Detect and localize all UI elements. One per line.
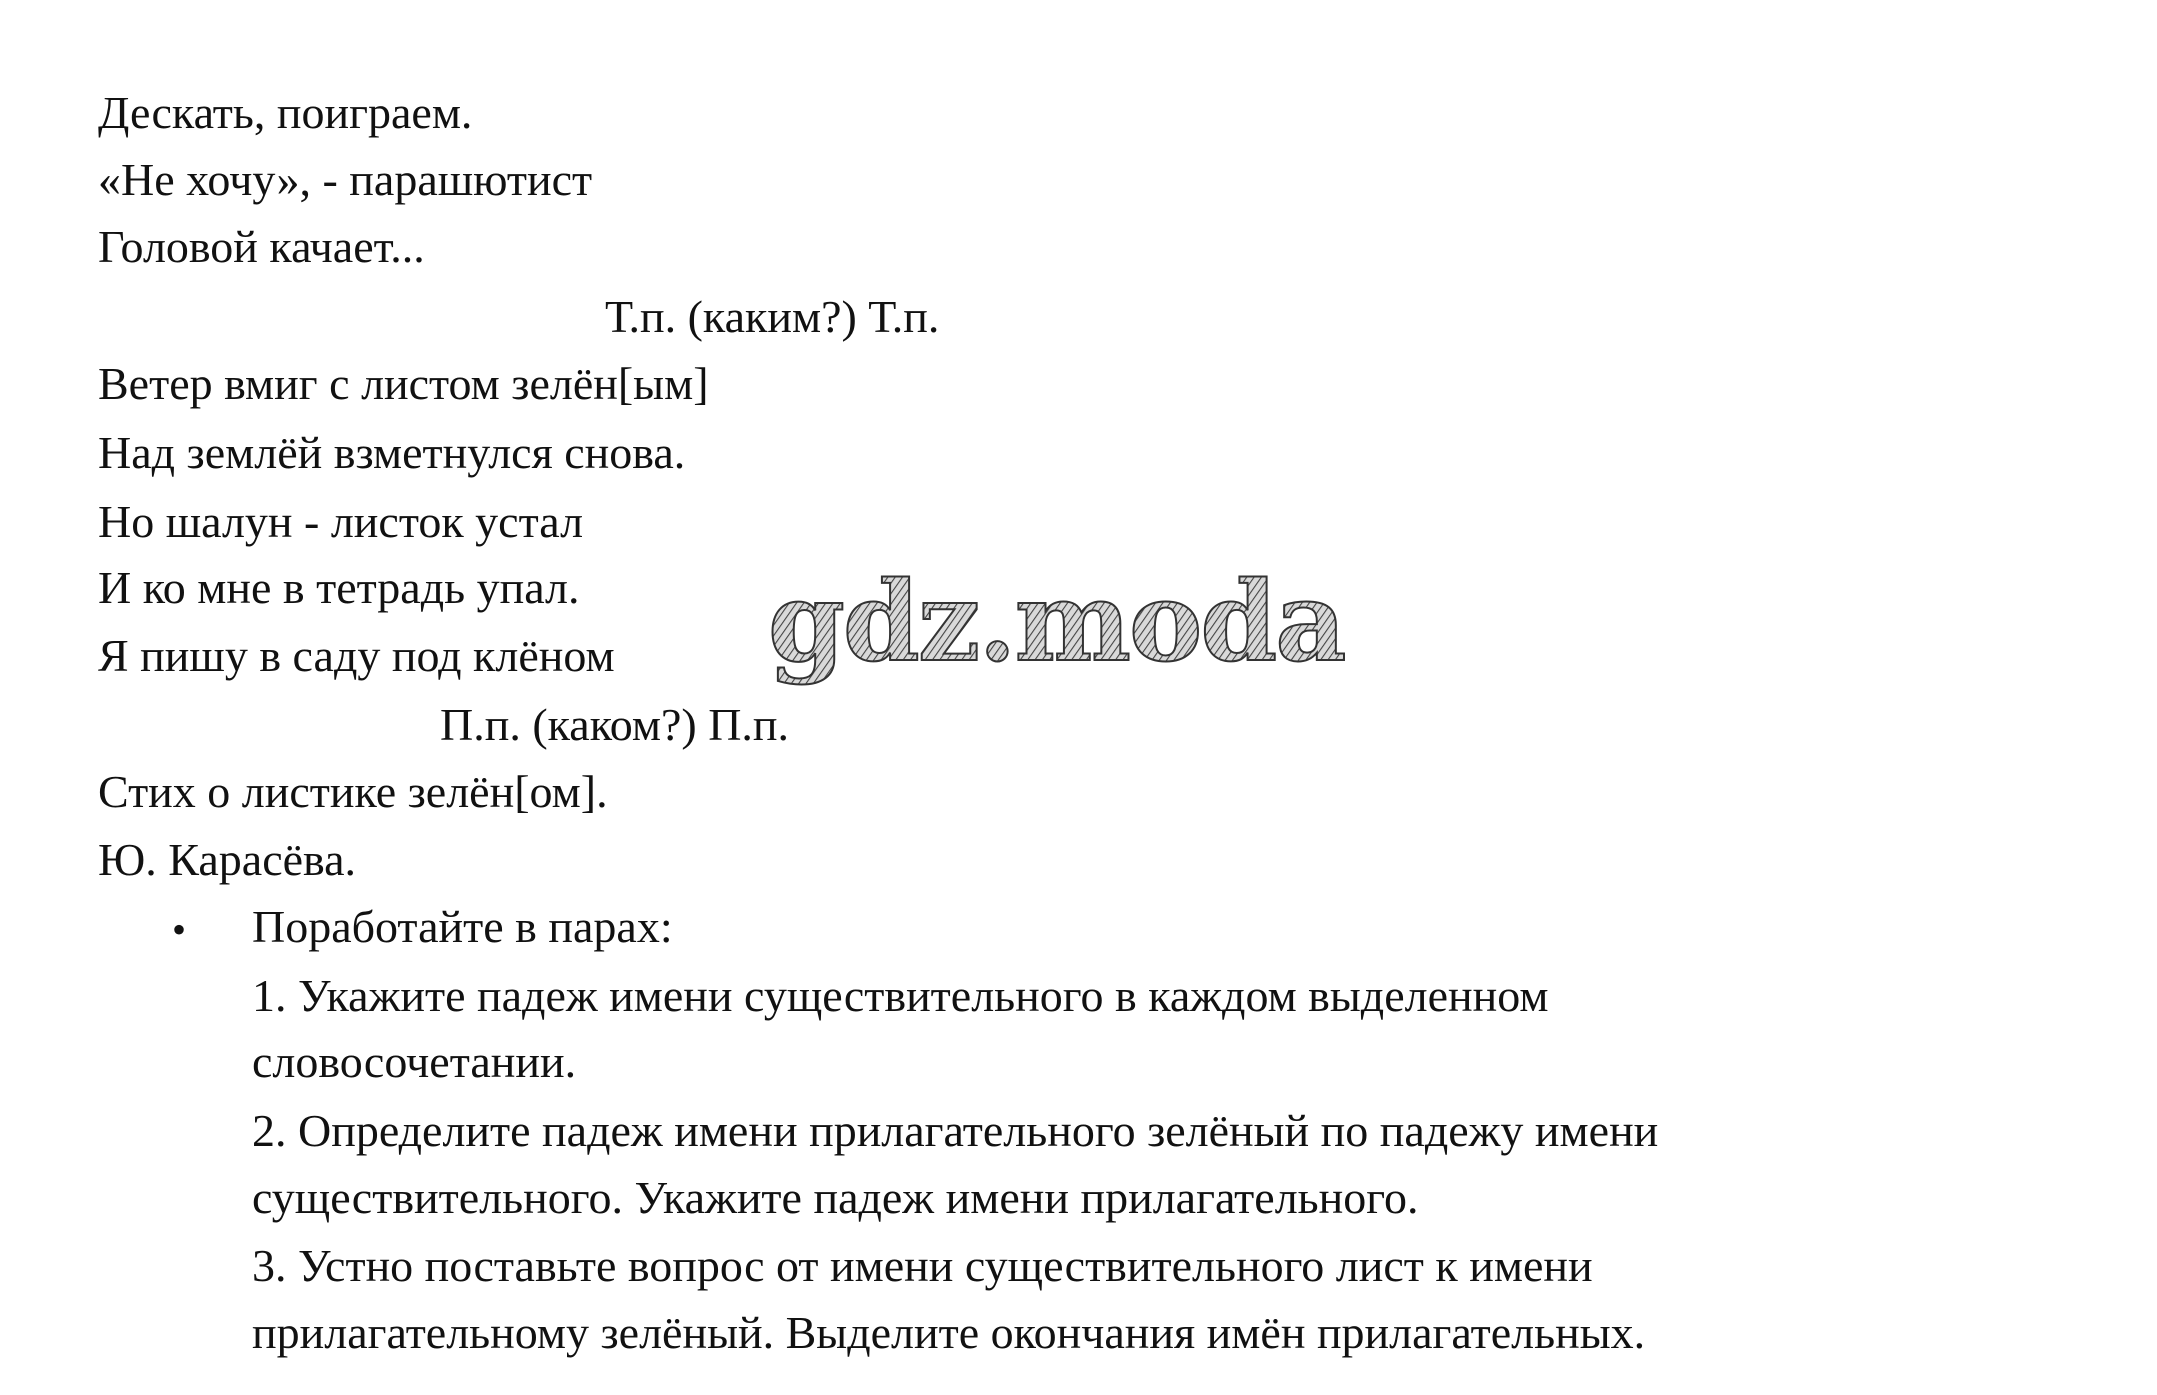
case-annotation-prepositional: П.п. (каком?) П.п. [440,699,790,750]
task-item-1-line-2: словосочетании. [252,1036,577,1087]
watermark-text: gdz.moda [768,560,1345,686]
poem-line-8: Я пишу в саду под клёном [98,630,615,681]
poem-line-3: Головой качает... [98,221,425,272]
poem-line-7: И ко мне в тетрадь упал. [98,562,580,613]
task-item-2-line-2: существительного. Укажите падеж имени прилагательного. [252,1172,1419,1223]
case-annotation-instrumental: Т.п. (каким?) Т.п. [605,291,940,342]
task-item-3-line-1: 3. Устно поставьте вопрос от имени существительного лист к имени [252,1240,1593,1291]
watermark-logo [760,560,1380,700]
task-item-1-line-1: 1. Укажите падеж имени существительного в каждом выделенном [252,970,1549,1021]
task-bullet: • [172,907,187,952]
task-item-3-line-2: прилагательному зелёный. Выделите окончания имён прилагательных. [252,1307,1646,1358]
poem-line-6: Но шалун - листок устал [98,496,584,547]
task-item-2-line-1: 2. Определите падеж имени прилагательного зелёный по падежу имени [252,1105,1659,1156]
poem-line-9: Стих о листике зелён[ом]. [98,766,608,817]
poem-line-1: Дескать, поиграем. [98,87,473,138]
task-heading: Поработайте в парах: [252,901,673,952]
poem-line-4: Ветер вмиг с листом зелён[ым] [98,358,709,409]
poem-line-5: Над землёй взметнулся снова. [98,427,686,478]
poem-author: Ю. Карасёва. [98,834,357,885]
poem-line-2: «Не хочу», - парашютист [98,154,593,205]
